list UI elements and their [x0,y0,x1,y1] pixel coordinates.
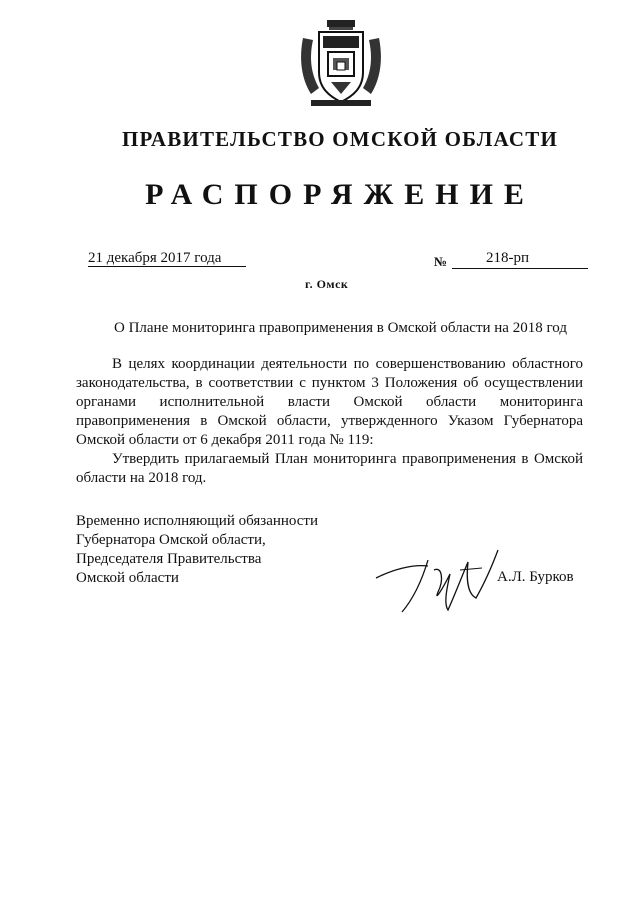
document-city: г. Омск [305,277,349,291]
number-sign: № [434,254,448,269]
signer-name: А.Л. Бурков [497,569,574,585]
document-number: 218-рп [486,250,530,266]
document-subject: О Плане мониторинга правоприменения в Омской области на 2018 год [114,320,567,336]
signer-title-line: Председателя Правительства [76,551,262,567]
signer-title-line: Омской области [76,570,179,586]
signer-title-line: Временно исполняющий обязанности [76,513,319,529]
coat-of-arms-icon [297,18,385,110]
signer-title-block [76,512,318,588]
document-date: 21 декабря 2017 года [88,250,222,266]
body-paragraph: В целях координации деятельности по совершенствованию областного законодательства, в соответствии с пунктом 3 Положения об осуществлении органами исполнительной власти Омской области мониторинга правоприменения в Омской области, утвержденного Указом Губернатора Омской области от 6 декабря 2011 года № 119: [76,356,583,448]
number-underline [452,268,588,269]
body-paragraph: Утвердить прилагаемый План мониторинга правоприменения в Омской области на 2018 год. [76,451,583,486]
document-body [76,355,583,488]
organization-title: ПРАВИТЕЛЬСТВО ОМСКОЙ ОБЛАСТИ [121,127,558,151]
signer-title-line: Губернатора Омской области, [76,532,266,548]
date-underline [88,266,246,267]
document-type-title: РАСПОРЯЖЕНИЕ [145,178,535,211]
